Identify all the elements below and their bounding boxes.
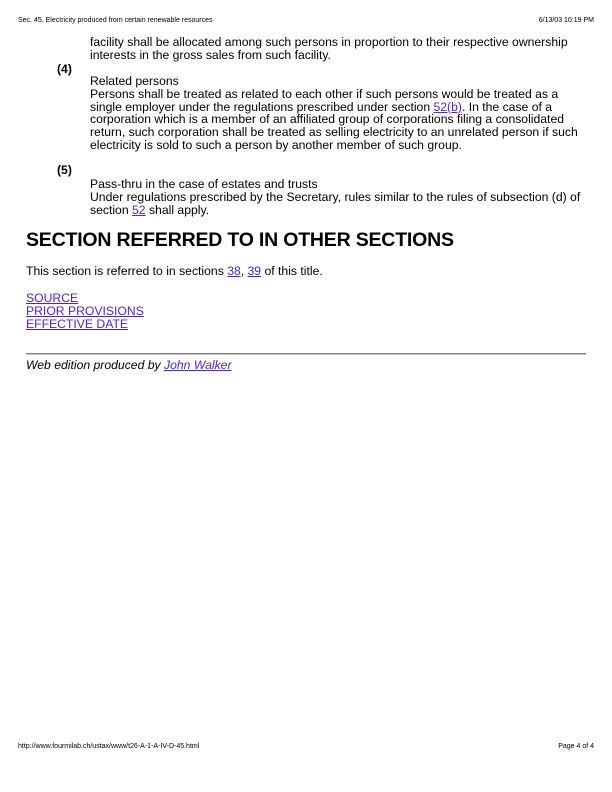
item-number-4: (4)	[57, 62, 72, 76]
section-references	[26, 264, 323, 278]
credit-text: Web edition produced by	[26, 358, 164, 372]
section-52b-link[interactable]: 52(b)	[433, 99, 462, 114]
notes-links	[26, 292, 144, 331]
john-walker-link[interactable]: John Walker	[164, 358, 232, 372]
item-4-text-before: Persons shall be treated as related to each other if such persons would be treated as a single employer under the regulations prescribed under section	[90, 86, 559, 114]
horizontal-divider	[26, 353, 586, 355]
item-5-body	[90, 178, 586, 216]
continuation-paragraph	[90, 36, 586, 62]
section-referred-heading: SECTION REFERRED TO IN OTHER SECTIONS	[26, 229, 454, 251]
page-number: Page 4 of 4	[558, 743, 594, 750]
effective-date-link[interactable]: EFFECTIVE DATE	[26, 317, 129, 331]
prior-provisions-link[interactable]: PRIOR PROVISIONS	[26, 304, 144, 318]
section-39-link[interactable]: 39	[247, 264, 262, 278]
page-url: http://www.fourmilab.ch/ustax/www/t26-A-1-A-IV-D-45.html	[18, 743, 200, 750]
item-4-body	[90, 75, 586, 152]
source-link[interactable]: SOURCE	[26, 291, 79, 305]
item-number-5: (5)	[57, 163, 72, 177]
print-header	[18, 17, 594, 24]
continuation-text: facility shall be allocated among such persons in proportion to their respective ownership interests in the gross sales from such facility.	[90, 35, 568, 62]
item-5-text-before: Under regulations prescribed by the Secretary, rules similar to the rules of subsection (d) of section	[90, 189, 581, 217]
item-5-paragraph	[90, 191, 586, 217]
item-4-paragraph	[90, 88, 586, 152]
item-5-heading: Pass-thru in the case of estates and trusts	[90, 177, 318, 191]
item-4-text-after: . In the case of a corporation which is a member of an affiliated group of corporations filing a consolidated return, such corporation shall be treated as selling electricity to an unrelated person if such electricity is sold to such a person by another member of such group.	[90, 99, 578, 152]
section-52-link[interactable]: 52	[132, 202, 146, 217]
section-38-link[interactable]: 38	[227, 264, 241, 278]
print-datetime: 6/13/03 10:19 PM	[538, 17, 594, 24]
print-footer	[18, 743, 594, 750]
item-4-heading: Related persons	[90, 74, 179, 88]
refs-text-after: of this title.	[261, 264, 323, 278]
refs-separator: ,	[240, 264, 248, 278]
item-5-text-after: shall apply.	[145, 202, 210, 217]
document-title: Sec. 45. Electricity produced from certain renewable resources	[18, 17, 213, 24]
refs-text-before: This section is referred to in sections	[26, 264, 228, 278]
web-edition-credit	[26, 358, 232, 372]
